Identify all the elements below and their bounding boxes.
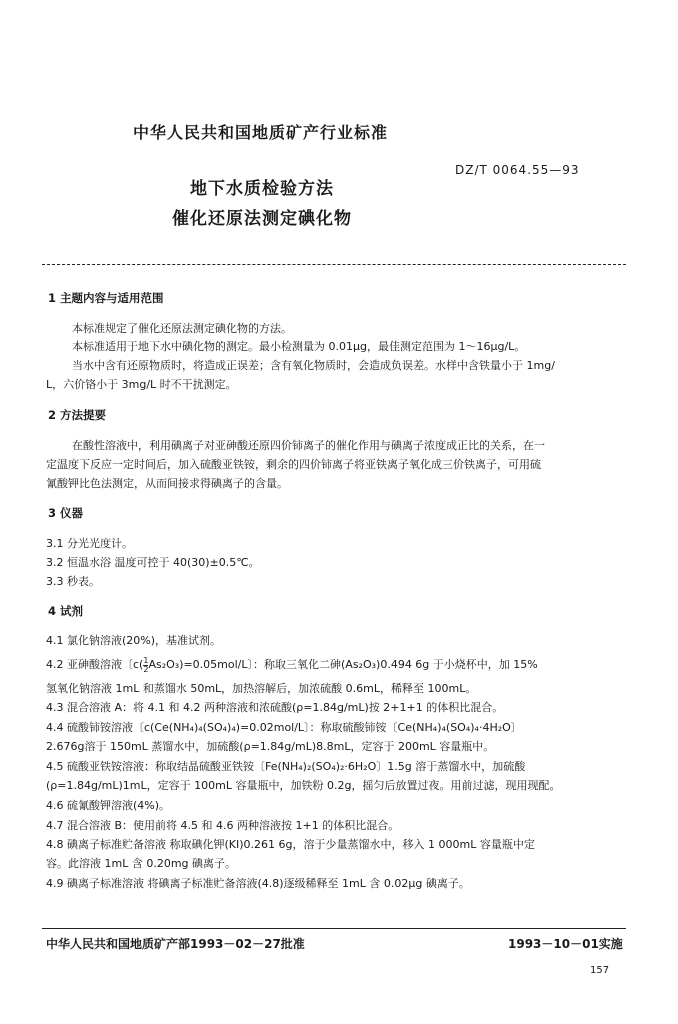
section-4-item-2b: 氢氧化钠溶液 1mL 和蒸馏水 50mL，加热溶解后，加浓硫酸 0.6mL，稀释至 100mL。 — [46, 682, 477, 695]
section-4-item-6: 4.6 硫氰酸钾溶液(4%)。 — [46, 799, 171, 812]
section-4-item-2-suffix: As₂O₃)=0.05mol/L〕：称取三氧化二砷(As₂O₃)0.494 6g 于小烧杯中，加 15% — [148, 658, 538, 671]
section-4-item-1: 4.1 氯化钠溶液(20%)，基准试剂。 — [46, 634, 222, 647]
section-4-item-2-prefix: 4.2 亚砷酸溶液〔c( — [46, 658, 144, 671]
section-4-item-5b: (ρ=1.84g/mL)1mL，定容于 100mL 容量瓶中，加铁粉 0.2g，摇匀后放置过夜。用前过滤，现用现配。 — [46, 779, 561, 792]
section-4-item-7: 4.7 混合溶液 B：使用前将 4.5 和 4.6 两种溶液按 1+1 的体积比混合。 — [46, 819, 400, 832]
section-1-paragraph-1: 本标准规定了催化还原法测定碘化物的方法。 — [72, 322, 292, 335]
section-3-item-2: 3.2 恒温水浴 温度可控于 40(30)±0.5℃。 — [46, 556, 260, 569]
section-4-item-9: 4.9 碘离子标准溶液 将碘离子标准贮备溶液(4.8)逐级稀释至 1mL 含 0.02μg 碘离子。 — [46, 877, 470, 890]
section-1-paragraph-3a: 当水中含有还原物质时，将造成正误差；含有氧化物质时，会造成负误差。水样中含铁量小于 1mg/ — [72, 359, 555, 372]
section-3-item-3: 3.3 秒表。 — [46, 575, 100, 588]
document-title-line-2: 催化还原法测定碘化物 — [172, 209, 352, 229]
section-3-heading: 3 仪器 — [48, 506, 84, 520]
section-3-item-1: 3.1 分光光度计。 — [46, 537, 133, 550]
section-2-heading: 2 方法提要 — [48, 408, 107, 422]
section-1-paragraph-2: 本标准适用于地下水中碘化物的测定。最小检测量为 0.01μg，最佳测定范围为 1～16μg/L。 — [72, 340, 526, 353]
section-1-heading: 1 主题内容与适用范围 — [48, 291, 164, 305]
section-4-item-3: 4.3 混合溶液 A：将 4.1 和 4.2 两种溶液和浓硫酸(ρ=1.84g/mL)按 2+1+1 的体积比混合。 — [46, 701, 504, 714]
fraction-denominator: 2 — [143, 664, 149, 674]
section-2-paragraph-1b: 定温度下反应一定时间后，加入硫酸亚铁铵，剩余的四价铈离子将亚铁离子氧化成三价铁离子，可用硫 — [46, 458, 541, 471]
section-4-item-2 — [46, 656, 538, 674]
section-1-paragraph-3b: L，六价铬小于 3mg/L 时不干扰测定。 — [46, 378, 237, 391]
header-divider — [42, 264, 626, 265]
standard-code: DZ/T 0064.55—93 — [455, 163, 580, 177]
standard-title: 中华人民共和国地质矿产行业标准 — [133, 123, 389, 142]
section-4-item-5a: 4.5 硫酸亚铁铵溶液：称取结晶硫酸亚铁铵〔Fe(NH₄)₂(SO₄)₂·6H₂O〕1.5g 溶于蒸馏水中，加硫酸 — [46, 760, 526, 773]
implementation-date: 1993－10－01实施 — [508, 937, 623, 951]
section-4-item-8b: 容。此溶液 1mL 含 0.20mg 碘离子。 — [46, 857, 237, 870]
section-4-item-4b: 2.676g溶于 150mL 蒸馏水中，加硫酸(ρ=1.84g/mL)8.8mL，定容于 200mL 容量瓶中。 — [46, 740, 495, 753]
page-number: 157 — [590, 965, 610, 976]
footer-divider — [42, 928, 626, 929]
fraction-numerator: 1 — [143, 655, 149, 665]
section-2-paragraph-1c: 氰酸钾比色法测定，从而间接求得碘离子的含量。 — [46, 477, 288, 490]
section-4-item-8a: 4.8 碘离子标准贮备溶液 称取碘化钾(KI)0.261 6g，溶于少量蒸馏水中，移入 1 000mL 容量瓶中定 — [46, 838, 535, 851]
section-4-heading: 4 试剂 — [48, 604, 84, 618]
section-4-item-4a: 4.4 硫酸铈铵溶液〔c(Ce(NH₄)₄(SO₄)₄)=0.02mol/L〕：称取硫酸铈铵〔Ce(NH₄)₄(SO₄)₄·4H₂O〕 — [46, 721, 522, 734]
document-title-line-1: 地下水质检验方法 — [190, 179, 334, 199]
approval-line: 中华人民共和国地质矿产部1993－02－27批准 — [46, 937, 305, 951]
section-2-paragraph-1a: 在酸性溶液中，利用碘离子对亚砷酸还原四价铈离子的催化作用与碘离子浓度成正比的关系，在一 — [72, 439, 545, 452]
